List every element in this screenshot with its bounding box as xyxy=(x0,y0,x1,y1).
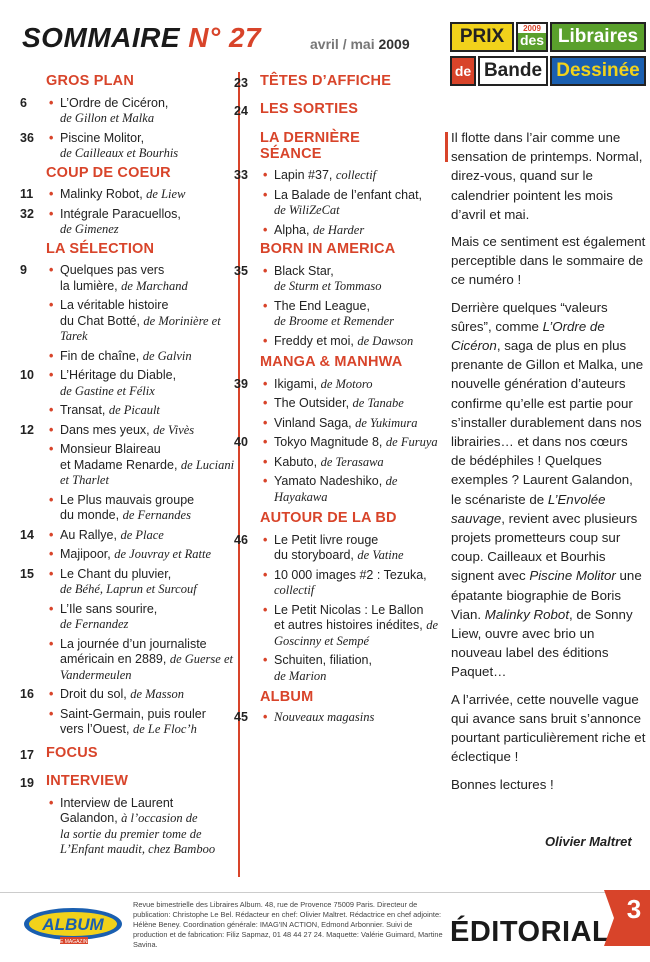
list-item xyxy=(260,188,444,219)
item-title: Yamato Nadeshiko, xyxy=(274,474,383,488)
focus-row xyxy=(20,746,235,768)
list-item xyxy=(46,368,235,399)
toc-entry xyxy=(234,533,444,564)
page-number-badge xyxy=(600,888,650,946)
item-title: 10 000 images #2 : Tezuka, xyxy=(274,567,427,582)
page-title xyxy=(22,22,261,54)
item-title: Au Rallye, xyxy=(60,527,117,542)
toc-entry xyxy=(234,396,444,412)
bullet: • xyxy=(49,368,54,382)
item-author: de WiliZeCat xyxy=(274,203,340,217)
item-author: de Marion xyxy=(274,668,327,683)
heading-line: LA DERNIÈRE xyxy=(260,130,360,146)
toc-entry xyxy=(20,637,235,684)
toc-entry xyxy=(234,603,444,650)
item-author: de Guerse et Vandermeulen xyxy=(60,652,233,682)
logo-dessinee: Dessinée xyxy=(556,60,640,81)
item-title: du monde, xyxy=(60,508,120,522)
list-item xyxy=(260,334,444,350)
page-number: 23 xyxy=(234,76,248,90)
list-item xyxy=(46,403,235,419)
item-title: Quelques pas vers xyxy=(60,263,165,277)
item-desc: L’Enfant maudit, chez Bamboo xyxy=(60,842,216,856)
logo-de-box xyxy=(450,56,476,86)
toc-entry xyxy=(20,602,235,633)
logo-de: de xyxy=(454,63,472,79)
item-title: Fin de chaîne, xyxy=(60,348,140,363)
text-run: , revient avec plusieurs projets prometteurs coup sur coup. Cailleaux et Bourhis signent avec xyxy=(451,510,638,584)
section-focus: FOCUS xyxy=(46,744,98,761)
toc-entry xyxy=(234,299,444,330)
page-number: 9 xyxy=(20,263,27,277)
list-item xyxy=(260,474,444,505)
item-author: collectif xyxy=(335,168,377,182)
interview-row xyxy=(20,774,235,796)
item-title: Le Petit Nicolas : Le Ballon xyxy=(274,602,424,617)
toc-entry xyxy=(234,416,444,432)
page-number: 14 xyxy=(20,527,34,542)
section-interview: INTERVIEW xyxy=(46,772,129,789)
item-title: Droit du sol, xyxy=(60,687,127,701)
toc-entry xyxy=(20,131,235,162)
text-run: , de Sonny Liew, ouvre avec brio un nouveau label des éditions Paquet… xyxy=(451,606,633,680)
item-title: Le Petit livre rouge xyxy=(274,532,379,547)
bullet: • xyxy=(263,474,268,488)
item-title: The End League, xyxy=(274,298,370,313)
bullet: • xyxy=(49,636,54,651)
page-number: 15 xyxy=(20,566,34,581)
item-author: de Galvin xyxy=(142,348,192,363)
item-title: Lapin #37, xyxy=(274,168,333,182)
list-item xyxy=(260,396,444,412)
issue-year: 2009 xyxy=(378,36,410,52)
toc-entry xyxy=(234,334,444,350)
page-number: 24 xyxy=(234,104,248,118)
bullet: • xyxy=(49,206,54,221)
editorial-paragraph: Il flotte dans l’air comme une sensation de printemps. Normal, direz-vous, quand sur le calendrier pointent les mois d’avril et mai. xyxy=(451,130,643,222)
issue-number: N° 27 xyxy=(188,22,262,53)
item-author: de Yukimura xyxy=(355,415,418,430)
item-title: L’Ordre de Cicéron, xyxy=(60,95,169,110)
page-number: 46 xyxy=(234,532,248,547)
toc-entry xyxy=(234,653,444,684)
toc-entry xyxy=(20,547,235,563)
item-title: vers l’Ouest, xyxy=(60,722,130,736)
item-author: de Dawson xyxy=(357,333,414,348)
logo-prix: PRIX xyxy=(459,26,505,47)
logo-bande: Bande xyxy=(483,60,543,81)
bullet: • xyxy=(263,168,268,182)
title-word: SOMMAIRE xyxy=(22,22,180,53)
editorial-paragraph: Bonnes lectures ! xyxy=(451,776,554,792)
toc-column-2 xyxy=(234,74,444,729)
logo-bande-box xyxy=(478,56,548,86)
page-number: 40 xyxy=(234,435,248,449)
toc-column-1 xyxy=(20,74,235,862)
section-born-in-america: BORN IN AMERICA xyxy=(260,241,396,257)
list-item xyxy=(46,298,235,345)
toc-entry xyxy=(234,168,444,184)
toc-entry xyxy=(20,707,235,738)
list-item xyxy=(260,568,444,599)
signature: Olivier Maltret xyxy=(545,834,632,849)
item-author: de Liew xyxy=(146,187,186,201)
logo-des-box xyxy=(516,22,548,52)
item-title: La journée d’un journaliste xyxy=(60,636,207,651)
bullet: • xyxy=(263,602,268,617)
toc-entry xyxy=(234,435,444,451)
editorial-paragraph: A l’arrivée, cette nouvelle vague qui avance sans bruit s’annonce pourtant particulièrement riche et éclectique ! xyxy=(451,691,646,765)
list-item xyxy=(260,168,444,184)
item-title: Interview de Laurent xyxy=(60,795,174,810)
item-author: de Place xyxy=(120,527,164,542)
bullet: • xyxy=(263,396,268,410)
text-run: L’Ordre de Cicéron xyxy=(451,318,605,354)
album-logo-subtext: LE MAGAZINE xyxy=(57,939,91,945)
text-run: Piscine Molitor xyxy=(529,568,616,584)
item-desc: la sortie du premier tome de xyxy=(60,826,202,841)
editorial-paragraph: Mais ce sentiment est également perceptible dans le sommaire de ce numéro ! xyxy=(451,234,646,288)
item-title: américain en 2889, xyxy=(60,652,167,666)
bullet: • xyxy=(263,435,268,449)
page-number: 16 xyxy=(20,687,34,701)
page-number: 32 xyxy=(20,206,34,221)
list-item xyxy=(46,263,235,294)
bullet: • xyxy=(49,566,54,581)
page-number: 45 xyxy=(234,709,248,724)
item-title: Le Chant du pluvier, xyxy=(60,566,172,581)
item-author: de Fernandes xyxy=(122,508,191,522)
item-author: de Motoro xyxy=(320,376,373,391)
bullet: • xyxy=(49,795,54,810)
publication-credits: Revue bimestrielle des Libraires Album. 48, rue de Provence 75009 Paris. Directeur de publication: Christophe Le Bel. Rédacteur en chef: Olivier Maltret. Rédactrice en chef adjointe: Hélène Beney. Coordination générale: IMAG'IN ACTION, Edmond Arbonnier. Suivi de production et de fabrication: Filiz Sapmaz, 01 48 44 27 24. Maquette: Valérie Guimard, Martine Savina. xyxy=(133,900,443,949)
item-title: La véritable histoire xyxy=(60,298,169,312)
list-item xyxy=(46,687,235,703)
item-author: de Vatine xyxy=(357,548,404,562)
page-number: 19 xyxy=(20,775,34,790)
toc-entry xyxy=(234,188,444,219)
item-title: L’Ile sans sourire, xyxy=(60,601,158,616)
item-title: Majipoor, xyxy=(60,547,111,561)
toc-entry xyxy=(234,377,444,393)
list-item xyxy=(46,602,235,633)
toc-entry xyxy=(20,96,235,127)
list-item xyxy=(46,567,235,598)
item-author: de Terasawa xyxy=(320,454,384,469)
toc-entry xyxy=(20,567,235,598)
list-item xyxy=(260,653,444,684)
toc-entry xyxy=(234,455,444,471)
toc-entry xyxy=(234,264,444,295)
item-author: de Luciani et Tharlet xyxy=(60,457,235,487)
item-title: Alpha, xyxy=(274,222,310,237)
section-coup-de-coeur: COUP DE COEUR xyxy=(46,164,171,181)
item-author: de Gimenez xyxy=(60,222,119,236)
album-logo xyxy=(22,906,124,946)
page-number: 35 xyxy=(234,263,248,278)
bullet: • xyxy=(263,415,268,430)
page-number: 33 xyxy=(234,168,248,182)
editorial-paragraph xyxy=(451,298,646,682)
item-author: de Masson xyxy=(130,687,185,701)
toc-entry xyxy=(20,528,235,544)
item-title: The Outsider, xyxy=(274,396,350,410)
item-author: de Gastine et Félix xyxy=(60,383,155,398)
bullet: • xyxy=(49,348,54,363)
list-item xyxy=(46,423,235,439)
logo-dessinee-box xyxy=(550,56,646,86)
section-album: ALBUM xyxy=(260,689,314,705)
page-number: 6 xyxy=(20,95,27,110)
sorties-row xyxy=(234,102,444,130)
item-author: de Tanabe xyxy=(352,396,404,410)
list-coup-de-coeur xyxy=(20,187,235,238)
item-author: de Picault xyxy=(108,403,160,417)
bullet: • xyxy=(49,298,54,312)
item-author: de Sturm et Tommaso xyxy=(274,279,382,293)
item-title: Black Star, xyxy=(274,263,334,278)
toc-entry xyxy=(20,298,235,345)
bullet: • xyxy=(49,492,54,507)
item-title: du storyboard, xyxy=(274,548,354,562)
item-title: Saint-Germain, puis rouler xyxy=(60,706,206,721)
section-selection: LA SÉLECTION xyxy=(46,240,155,257)
bullet: • xyxy=(263,222,268,237)
text-run: L’Envolée sauvage xyxy=(451,491,606,526)
issue-date xyxy=(310,36,410,52)
bullet: • xyxy=(49,95,54,110)
bullet: • xyxy=(49,547,54,561)
list-item xyxy=(260,377,444,393)
item-title: La Balade de l’enfant chat, xyxy=(274,187,423,202)
editorial-page-number xyxy=(600,888,650,946)
item-title: Le Plus mauvais groupe xyxy=(60,492,195,507)
toc-entry xyxy=(20,687,235,703)
toc-entry xyxy=(234,568,444,599)
list-born-in-america xyxy=(234,264,444,350)
item-author: de Gillon et Malka xyxy=(60,111,155,125)
drop-cap-bar xyxy=(445,132,448,162)
list-item xyxy=(46,707,235,738)
list-item xyxy=(46,187,235,203)
item-title: Ikigami, xyxy=(274,376,318,391)
logo-libraires: Libraires xyxy=(557,26,639,47)
list-item xyxy=(260,416,444,432)
toc-entry xyxy=(20,403,235,419)
item-title: Freddy et moi, xyxy=(274,333,354,348)
text-run: , saga de plus en plus prenante de Gillon et Malka, une nouvelle génération d’auteurs confirme qu’elle est partie pour s’installer durablement dans nos librairies… et dans nos cœurs de bédéphiles ! Quelques exemples ? Laurent Galandon, le scénariste de xyxy=(451,338,644,507)
tetes-row xyxy=(234,74,444,98)
list-derniere-seance xyxy=(234,168,444,238)
text-run: Malinky Robot xyxy=(484,606,570,622)
item-author: de Le Floc’h xyxy=(132,722,197,736)
toc-entry xyxy=(20,349,235,365)
editorial-text xyxy=(451,128,646,802)
list-item xyxy=(46,349,235,365)
bullet: • xyxy=(263,454,268,469)
item-title: du Chat Botté, xyxy=(60,313,140,328)
item-author: de Fernandez xyxy=(60,617,129,631)
list-item xyxy=(260,299,444,330)
list-item xyxy=(46,96,235,127)
logo-des: des xyxy=(519,32,545,48)
bullet: • xyxy=(263,298,268,313)
item-author: de Broome et Remender xyxy=(274,314,394,328)
album-logo-graphic xyxy=(22,906,124,946)
item-title: et autres histoires inédites, xyxy=(274,618,423,632)
list-item xyxy=(46,637,235,684)
item-title: Intégrale Paracuellos, xyxy=(60,206,181,221)
item-title: Tokyo Magnitude 8, xyxy=(274,435,383,449)
item-title: Schuiten, filiation, xyxy=(274,653,372,667)
section-gros-plan: GROS PLAN xyxy=(46,73,134,89)
toc-entry xyxy=(20,368,235,399)
page-number: 12 xyxy=(20,422,34,437)
item-author: de Béhé, Laprun et Surcouf xyxy=(60,582,197,596)
item-author: de Goscinny et Sempé xyxy=(274,618,438,648)
item-author: de Jouvray et Ratte xyxy=(114,547,212,561)
toc-entry xyxy=(20,493,235,524)
list-item xyxy=(260,223,444,239)
toc-entry xyxy=(20,442,235,489)
section-manga-manhwa: MANGA & MANHWA xyxy=(260,354,403,370)
page-number: 39 xyxy=(234,376,248,391)
list-manga xyxy=(234,377,444,506)
bullet: • xyxy=(263,263,268,278)
prix-libraires-logo xyxy=(450,22,646,88)
item-title: Kabuto, xyxy=(274,454,318,469)
bullet: • xyxy=(49,706,54,721)
list-gros-plan xyxy=(20,96,235,162)
list-item xyxy=(46,547,235,563)
item-title: L’Héritage du Diable, xyxy=(60,368,177,382)
page-number: 17 xyxy=(20,747,34,762)
item-title: Dans mes yeux, xyxy=(60,422,150,437)
toc-entry xyxy=(20,263,235,294)
bullet: • xyxy=(49,442,54,456)
toc-entry xyxy=(20,423,235,439)
page-number: 36 xyxy=(20,130,34,145)
list-selection xyxy=(20,263,235,738)
page-number: 10 xyxy=(20,368,34,382)
logo-prix-box xyxy=(450,22,514,52)
item-author: de Furuya xyxy=(385,435,438,449)
list-item xyxy=(46,207,235,238)
bullet: • xyxy=(263,567,268,582)
bullet: • xyxy=(49,527,54,542)
list-item xyxy=(260,264,444,295)
item-title: et Madame Renarde, xyxy=(60,457,178,472)
heading-line: SÉANCE xyxy=(260,146,322,162)
bullet: • xyxy=(263,709,268,724)
list-item xyxy=(260,455,444,471)
section-tetes-daffiche: TÊTES D’AFFICHE xyxy=(260,73,392,89)
list-item xyxy=(260,435,444,451)
bullet: • xyxy=(263,187,268,202)
item-title: Piscine Molitor, xyxy=(60,130,145,145)
item-author: de Morinière et Tarek xyxy=(60,313,221,343)
item-title: Transat, xyxy=(60,403,106,417)
list-item xyxy=(46,442,235,489)
toc-entry xyxy=(20,207,235,238)
text-run: une épatante biographie de Boris Vian. xyxy=(451,568,642,622)
page-number: 11 xyxy=(20,187,34,201)
list-item xyxy=(260,710,444,726)
list-item xyxy=(46,796,235,858)
list-item xyxy=(46,131,235,162)
item-title: Galandon, xyxy=(60,811,118,825)
item-title: Malinky Robot, xyxy=(60,187,143,201)
item-title: Monsieur Blaireau xyxy=(60,442,161,456)
section-derniere-seance xyxy=(260,130,444,162)
logo-year: 2009 xyxy=(518,24,546,33)
toc-entry xyxy=(234,223,444,239)
bullet: • xyxy=(49,130,54,145)
bullet: • xyxy=(49,263,54,277)
section-autour-bd: AUTOUR DE LA BD xyxy=(260,510,397,526)
item-title: Nouveaux magasins xyxy=(274,709,375,724)
list-item xyxy=(260,603,444,650)
list-item xyxy=(46,528,235,544)
bullet: • xyxy=(263,376,268,391)
toc-entry xyxy=(234,474,444,505)
bullet: • xyxy=(49,187,54,201)
album-logo-text: ALBUM xyxy=(42,915,104,934)
logo-libraires-box xyxy=(550,22,646,52)
item-author: de Marchand xyxy=(121,278,188,293)
editorial-title: ÉDITORIAL xyxy=(450,916,611,948)
item-author: collectif xyxy=(274,583,315,597)
album-row xyxy=(234,710,444,726)
bullet: • xyxy=(49,687,54,701)
item-author: de Harder xyxy=(312,222,365,237)
item-author: de Hayakawa xyxy=(274,474,398,504)
bullet: • xyxy=(263,333,268,348)
page-number-text: 3 xyxy=(626,894,642,924)
text-run: Derrière quelques “valeurs sûres”, comme xyxy=(451,299,608,334)
item-title: Vinland Saga, xyxy=(274,415,352,430)
toc-entry xyxy=(20,187,235,203)
item-author: à l’occasion de xyxy=(121,811,198,825)
bullet: • xyxy=(49,403,54,417)
footer-divider xyxy=(0,892,650,893)
section-les-sorties: LES SORTIES xyxy=(260,101,359,117)
item-title: la lumière, xyxy=(60,278,118,293)
item-author: de Vivès xyxy=(153,422,195,437)
bullet: • xyxy=(49,422,54,437)
list-item xyxy=(260,533,444,564)
bullet: • xyxy=(263,532,268,547)
item-author: de Cailleaux et Bourhis xyxy=(60,146,179,160)
bullet: • xyxy=(49,601,54,616)
issue-months: avril / mai xyxy=(310,36,375,52)
bullet: • xyxy=(263,653,268,667)
list-item xyxy=(46,493,235,524)
list-autour-bd xyxy=(234,533,444,685)
